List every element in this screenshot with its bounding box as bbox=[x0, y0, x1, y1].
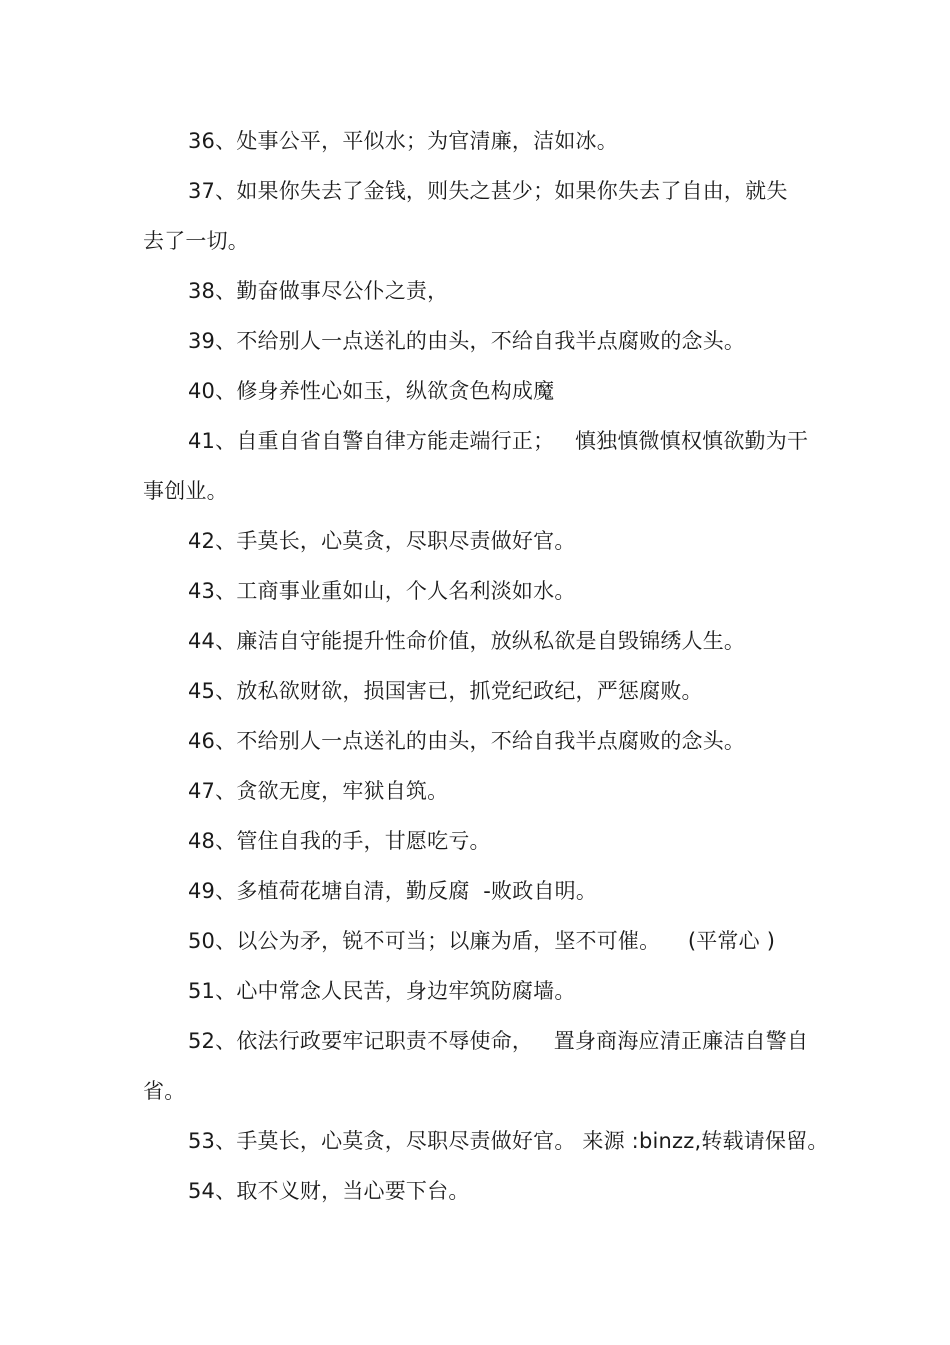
paragraph-46: 46、不给别人一点送礼的由头，不给自我半点腐败的念头。 bbox=[188, 729, 746, 753]
paragraph-40: 40、修身养性心如玉，纵欲贪色构成魔 bbox=[188, 379, 555, 403]
paragraph-52-continued: 省。 bbox=[143, 1079, 186, 1103]
paragraph-53: 53、手莫长，心莫贪，尽职尽责做好官。 来源 :binzz,转载请保留。 bbox=[188, 1129, 829, 1153]
paragraph-37: 37、如果你失去了金钱，则失之甚少；如果你失去了自由，就失 bbox=[188, 179, 788, 203]
paragraph-50: 50、以公为矛，锐不可当；以廉为盾，坚不可催。 (平常心 ) bbox=[188, 929, 776, 953]
paragraph-51: 51、心中常念人民苦，身边牢筑防腐墙。 bbox=[188, 979, 576, 1003]
paragraph-43: 43、工商事业重如山，个人名利淡如水。 bbox=[188, 579, 576, 603]
paragraph-41: 41、自重自省自警自律方能走端行正； 慎独慎微慎权慎欲勤为干 bbox=[188, 429, 809, 453]
paragraph-45: 45、放私欲财欲，损国害已，抓党纪政纪，严惩腐败。 bbox=[188, 679, 703, 703]
paragraph-49: 49、多植荷花塘自清，勤反腐 -败政自明。 bbox=[188, 879, 598, 903]
paragraph-39: 39、不给别人一点送礼的由头，不给自我半点腐败的念头。 bbox=[188, 329, 746, 353]
paragraph-54: 54、取不义财，当心要下台。 bbox=[188, 1179, 470, 1203]
paragraph-36: 36、处事公平，平似水；为官清廉，洁如冰。 bbox=[188, 129, 618, 153]
paragraph-47: 47、贪欲无度，牢狱自筑。 bbox=[188, 779, 449, 803]
paragraph-48: 48、管住自我的手，甘愿吃亏。 bbox=[188, 829, 491, 853]
paragraph-37-continued: 去了一切。 bbox=[143, 229, 249, 253]
paragraph-44: 44、廉洁自守能提升性命价值，放纵私欲是自毁锦绣人生。 bbox=[188, 629, 746, 653]
paragraph-52: 52、依法行政要牢记职责不辱使命， 置身商海应清正廉洁自警自 bbox=[188, 1029, 809, 1053]
paragraph-41-continued: 事创业。 bbox=[143, 479, 228, 503]
paragraph-38: 38、勤奋做事尽公仆之责， bbox=[188, 279, 449, 303]
paragraph-42: 42、手莫长，心莫贪，尽职尽责做好官。 bbox=[188, 529, 576, 553]
